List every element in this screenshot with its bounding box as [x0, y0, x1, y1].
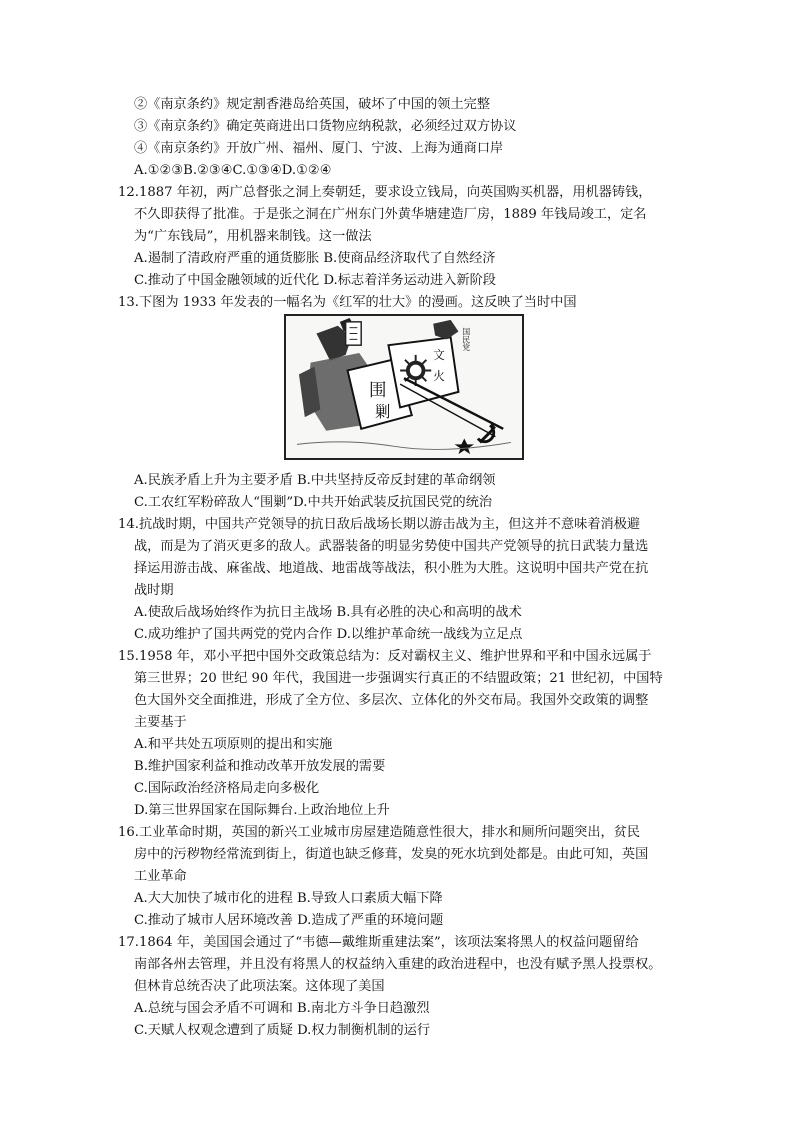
q17-stem-line-2: 南部各州去管理，并且没有将黑人的权益纳入重建的政治进程中，也没有赋予黑人投票权。: [134, 957, 662, 972]
q15-stem-line-1: 15.1958 年，邓小平把中国外交政策总结为：反对霸权主义、维护世界和平和中国永远属于: [118, 649, 652, 664]
cartoon-drawing: [286, 316, 522, 458]
q15-option-c: C.国际政治经济格局走向多极化: [134, 781, 320, 796]
q14-stem-line-3: 择运用游击战、麻雀战、地道战、地雷战等战法，积小胜为大胜。这说明中国共产党在抗: [134, 561, 649, 576]
q11-options: A.①②③B.②③④C.①③④D.①②④: [134, 163, 332, 178]
q12-stem-line-3: 为“广东钱局”，用机器来制钱。这一做法: [134, 229, 372, 244]
q14-stem-line-1: 14.抗战时期，中国共产党领导的抗日敌后战场长期以游击战为主，但这并不意味着消极避: [118, 517, 641, 532]
cartoon-text-kmt: 国民党: [461, 327, 471, 352]
q12-options-cd: C.推动了中国金融领域的近代化 D.标志着洋务运动进入新阶段: [134, 273, 496, 288]
cartoon-text-jiao: 剿: [374, 403, 391, 422]
q11-statement-3: ③《南京条约》确定英商进出口货物应纳税款，必须经过双方协议: [134, 119, 517, 134]
q15-option-d: D.第三世界国家在国际舞台.上政治地位上升: [134, 803, 390, 818]
q17-options-ab: A.总统与国会矛盾不可调和 B.南北方斗争日趋激烈: [134, 1001, 430, 1016]
q17-options-cd: C.天赋人权观念遭到了质疑 D.权力制衡机制的运行: [134, 1023, 431, 1038]
q16-stem-line-3: 工业革命: [134, 869, 187, 884]
q17-stem-line-3: 但林肯总统否决了此项法案。这体现了美国: [134, 979, 385, 994]
q15-stem-line-4: 主要基于: [134, 715, 187, 730]
cartoon-text-wei: 围: [368, 380, 387, 401]
cartoon-hammer-sickle: [478, 423, 496, 442]
q13-options-cd: C.工农红军粉碎敌人“围剿”D.中共开始武装反抗国民党的统治: [134, 495, 493, 510]
q11-statement-4: ④《南京条约》开放广州、福州、厦门、宁波、上海为通商口岸: [134, 141, 504, 156]
q15-stem-line-2: 第三世界；20 世纪 90 年代，我国进一步强调实行真正的不结盟政策；21 世纪初，中国特: [134, 671, 663, 686]
q15-option-a: A.和平共处五项原则的提出和实施: [134, 737, 333, 752]
q16-options-ab: A.大大加快了城市化的进程 B.导致人口素质大幅下降: [134, 891, 443, 906]
q13-options-ab: A.民族矛盾上升为主要矛盾 B.中共坚持反帝反封建的革命纲领: [134, 473, 496, 488]
q14-options-cd: C.成功维护了国共两党的党内合作 D.以维护革命统一战线为立足点: [134, 627, 523, 642]
q14-options-ab: A.使敌后战场始终作为抗日主战场 B.具有必胜的决心和高明的战术: [134, 605, 522, 620]
q13-stem-line-1: 13.下图为 1933 年发表的一幅名为《红军的壮大》的漫画。这反映了当时中国: [118, 295, 577, 310]
q16-stem-line-1: 16.工业革命时期，英国的新兴工业城市房屋建造随意性很大，排水和厕所问题突出，贫民: [118, 825, 641, 840]
cartoon-image: [284, 314, 524, 460]
q14-stem-line-4: 战时期: [134, 583, 174, 598]
q11-statement-2: ②《南京条约》规定割香港岛给英国，破坏了中国的领土完整: [134, 97, 491, 112]
q16-options-cd: C.推动了城市人居环境改善 D.造成了严重的环境问题: [134, 913, 444, 928]
q12-stem-line-2: 不久即获得了批准。于是张之洞在广州东门外黄华塘建造厂房，1889 年钱局竣工，定名: [134, 207, 647, 222]
q16-stem-line-2: 房中的污秽物经常流到街上，街道也缺乏修葺，发臭的死水坑到处都是。由此可知，英国: [134, 847, 649, 862]
q17-stem-line-1: 17.1864 年，美国国会通过了“韦德—戴维斯重建法案”，该项法案将黑人的权益问题留给: [118, 935, 639, 950]
q15-option-b: B.维护国家利益和推动改革开放发展的需要: [134, 759, 386, 774]
q15-stem-line-3: 色大国外交全面推进，形成了全方位、多层次、立体化的外交布局。我国外交政策的调整: [134, 693, 649, 708]
svg-text:文: 文: [433, 347, 445, 362]
q12-options-ab: A.遏制了清政府严重的通货膨胀 B.使商品经济取代了自然经济: [134, 251, 496, 266]
q12-stem-line-1: 12.1887 年初，两广总督张之洞上奏朝廷，要求设立钱局，向英国购买机器，用机器铸钱，: [118, 185, 652, 200]
cartoon-star: [455, 439, 474, 455]
q14-stem-line-2: 战，而是为了消灭更多的敌人。武器装备的明显劣势使中国共产党领导的抗日武装力量选: [134, 539, 649, 554]
svg-text:火: 火: [433, 369, 445, 384]
